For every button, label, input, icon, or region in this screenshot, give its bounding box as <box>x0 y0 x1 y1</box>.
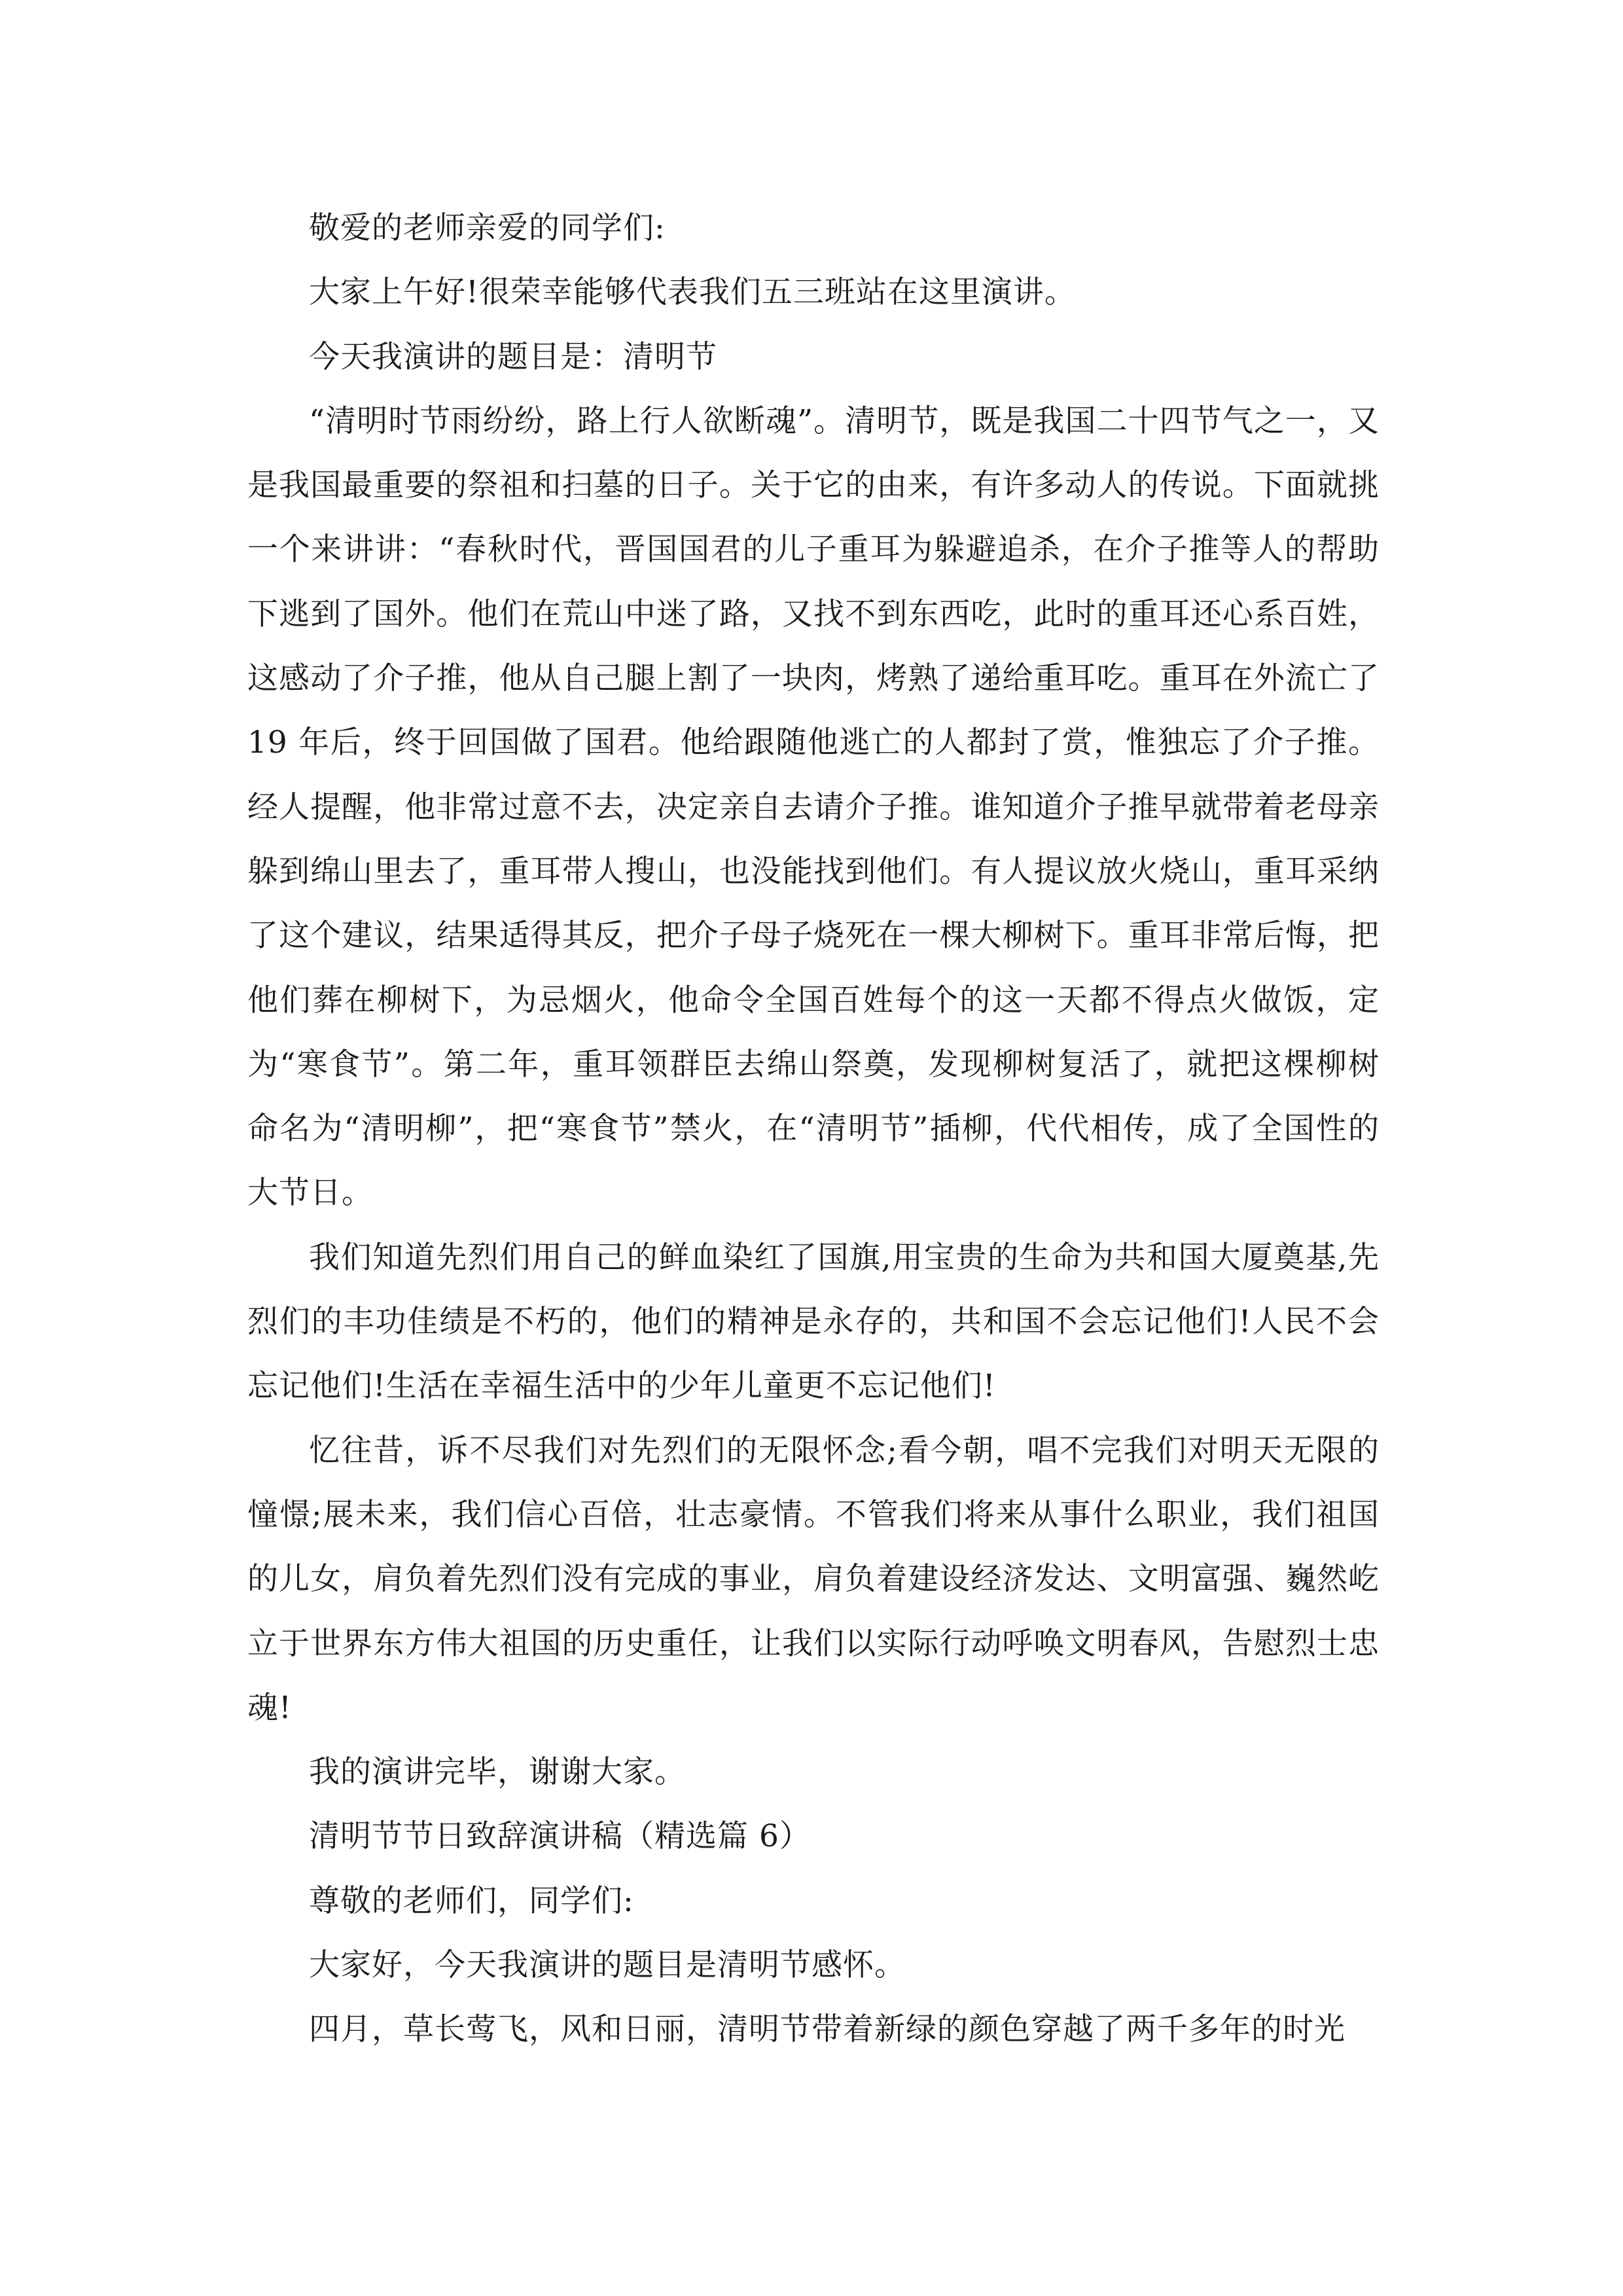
greeting-2: 大家好，今天我演讲的题目是清明节感怀。 <box>309 1947 906 1984</box>
speech-topic: 今天我演讲的题目是：清明节 <box>309 338 717 375</box>
greeting: 大家上午好!很荣幸能够代表我们五三班站在这里演讲。 <box>309 274 1076 311</box>
martyrs-paragraph: 我们知道先烈们用自己的鲜血染红了国旗,用宝贵的生命为共和国大厦奠基,先烈们的丰功佳绩是不朽的，他们的精神是永存的，共和国不会忘记他们!人民不会忘记他们!生活在幸福生活中的少年儿童更不忘记他们! <box>247 1239 1380 1405</box>
speech-text <box>247 196 1380 2062</box>
salutation-2: 尊敬的老师们，同学们: <box>309 1882 634 1919</box>
qingming-legend-paragraph: “清明时节雨纷纷，路上行人欲断魂”。清明节，既是我国二十四节气之一，又是我国最重要的祭祖和扫墓的日子。关于它的由来，有许多动人的传说。下面就挑一个来讲讲：“春秋时代，晋国国君的儿子重耳为躲避追杀，在介子推等人的帮助下逃到了国外。他们在荒山中迷了路，又找不到东西吃，此时的重耳还心系百姓，这感动了介子推，他从自己腿上割了一块肉，烤熟了递给重耳吃。重耳在外流亡了 19 年后，终于回国做了国君。他给跟随他逃亡的人都封了赏，惟独忘了介子推。经人提醒，他非常过意不去，决定亲自去请介子推。谁知道介子推早就带着老母亲躲到绵山里去了，重耳带人搜山，也没能找到他们。有人提议放火烧山，重耳采纳了这个建议，结果适得其反，把介子母子烧死在一棵大柳树下。重耳非常后悔，把他们葬在柳树下，为忌烟火，他命令全国百姓每个的这一天都不得点火做饭，定为“寒食节”。第二年，重耳领群臣去绵山祭奠，发现柳树复活了，就把这棵柳树命名为“清明柳”，把“寒食节”禁火，在“清明节”插柳，代代相传，成了全国性的大节日。 <box>247 403 1380 1211</box>
reflection-paragraph: 忆往昔，诉不尽我们对先烈们的无限怀念;看今朝，唱不完我们对明天无限的憧憬;展未来，我们信心百倍，壮志豪情。不管我们将来从事什么职业，我们祖国的儿女，肩负着先烈们没有完成的事业，肩负着建设经济发达、文明富强、巍然屹立于世界东方伟大祖国的历史重任，让我们以实际行动呼唤文明春风，告慰烈士忠魂! <box>247 1432 1380 1726</box>
section-heading: 清明节节日致辞演讲稿（精选篇 6） <box>309 1818 811 1855</box>
salutation: 敬爱的老师亲爱的同学们: <box>309 210 666 246</box>
opening-line-2: 四月，草长莺飞，风和日丽，清明节带着新绿的颜色穿越了两千多年的时光 <box>309 2011 1346 2048</box>
closing-line: 我的演讲完毕，谢谢大家。 <box>309 1754 686 1791</box>
